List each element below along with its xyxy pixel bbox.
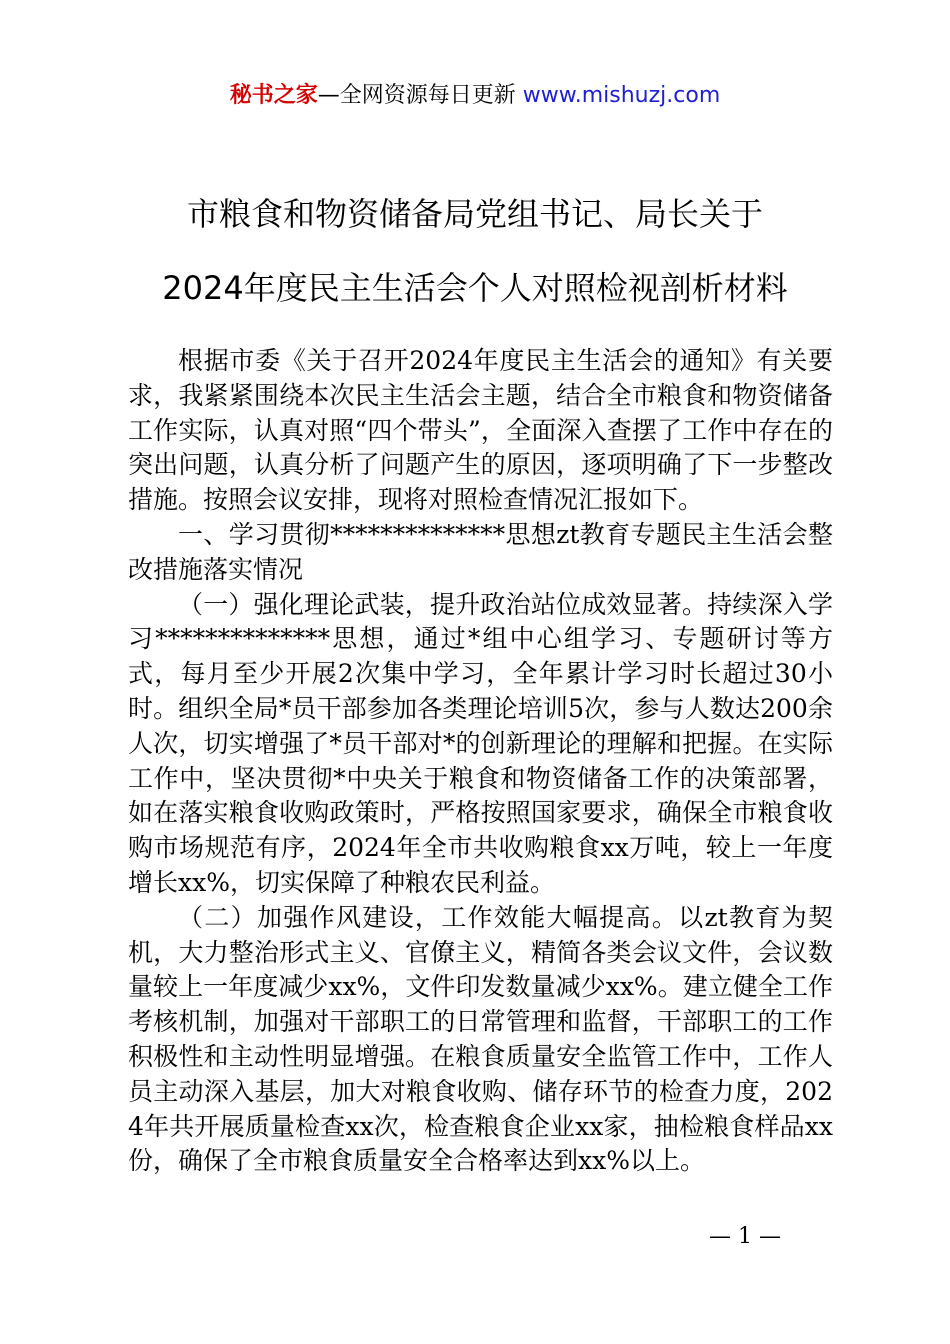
header-site-url[interactable]: www.mishuzj.com <box>522 83 721 108</box>
paragraph-subsection-1: （一）强化理论武装，提升政治站位成效显著。持续深入学习**************思想，通过*组中心组学习、专题研讨等方式，每月至少开展2次集中学习，全年累计学习时长超过30小时。组织全局*员干部参加各类理论培训5次，参与人数达200余人次，切实增强了*员干部对*的创新理论的理解和把握。在实际工作中，坚决贯彻*中央关于粮食和物资储备工作的决策部署，如在落实粮食收购政策时，严格按照国家要求，确保全市粮食收购市场规范有序，2024年全市共收购粮食xx万吨，较上一年度增长xx%，切实保障了种粮农民利益。 <box>128 589 833 897</box>
title-line-2: 2024年度民主生活会个人对照检视剖析材料 <box>162 269 788 307</box>
page-number: — 1 — <box>709 1224 781 1249</box>
paragraph-subsection-2: （二）加强作风建设，工作效能大幅提高。以zt教育为契机，大力整治形式主义、官僚主义，精简各类会议文件，会议数量较上一年度减少xx%，文件印发数量减少xx%。建立健全工作考核机制，加强对干部职工的日常管理和监督，干部职工的工作积极性和主动性明显增强。在粮食质量安全监管工作中，工作人员主动深入基层，加大对粮食收购、储存环节的检查力度，2024年共开展质量检查xx次，检查粮食企业xx家，抽检粮食样品xx份，确保了全市粮食质量安全合格率达到xx%以上。 <box>128 902 833 1176</box>
document-body <box>128 344 833 1179</box>
header-slogan: —全网资源每日更新 <box>317 83 523 108</box>
document-title <box>60 190 890 338</box>
site-header <box>0 80 950 112</box>
title-line-1: 市粮食和物资储备局党组书记、局长关于 <box>186 195 763 233</box>
paragraph-intro: 根据市委《关于召开2024年度民主生活会的通知》有关要求，我紧紧围绕本次民主生活会主题，结合全市粮食和物资储备工作实际，认真对照“四个带头”，全面深入查摆了工作中存在的突出问题，认真分析了问题产生的原因，逐项明确了下一步整改措施。按照会议安排，现将对照检查情况汇报如下。 <box>128 346 833 515</box>
section-heading-1: 一、学习贯彻**************思想zt教育专题民主生活会整改措施落实情况 <box>128 519 833 584</box>
header-brand: 秘书之家 <box>229 83 318 108</box>
